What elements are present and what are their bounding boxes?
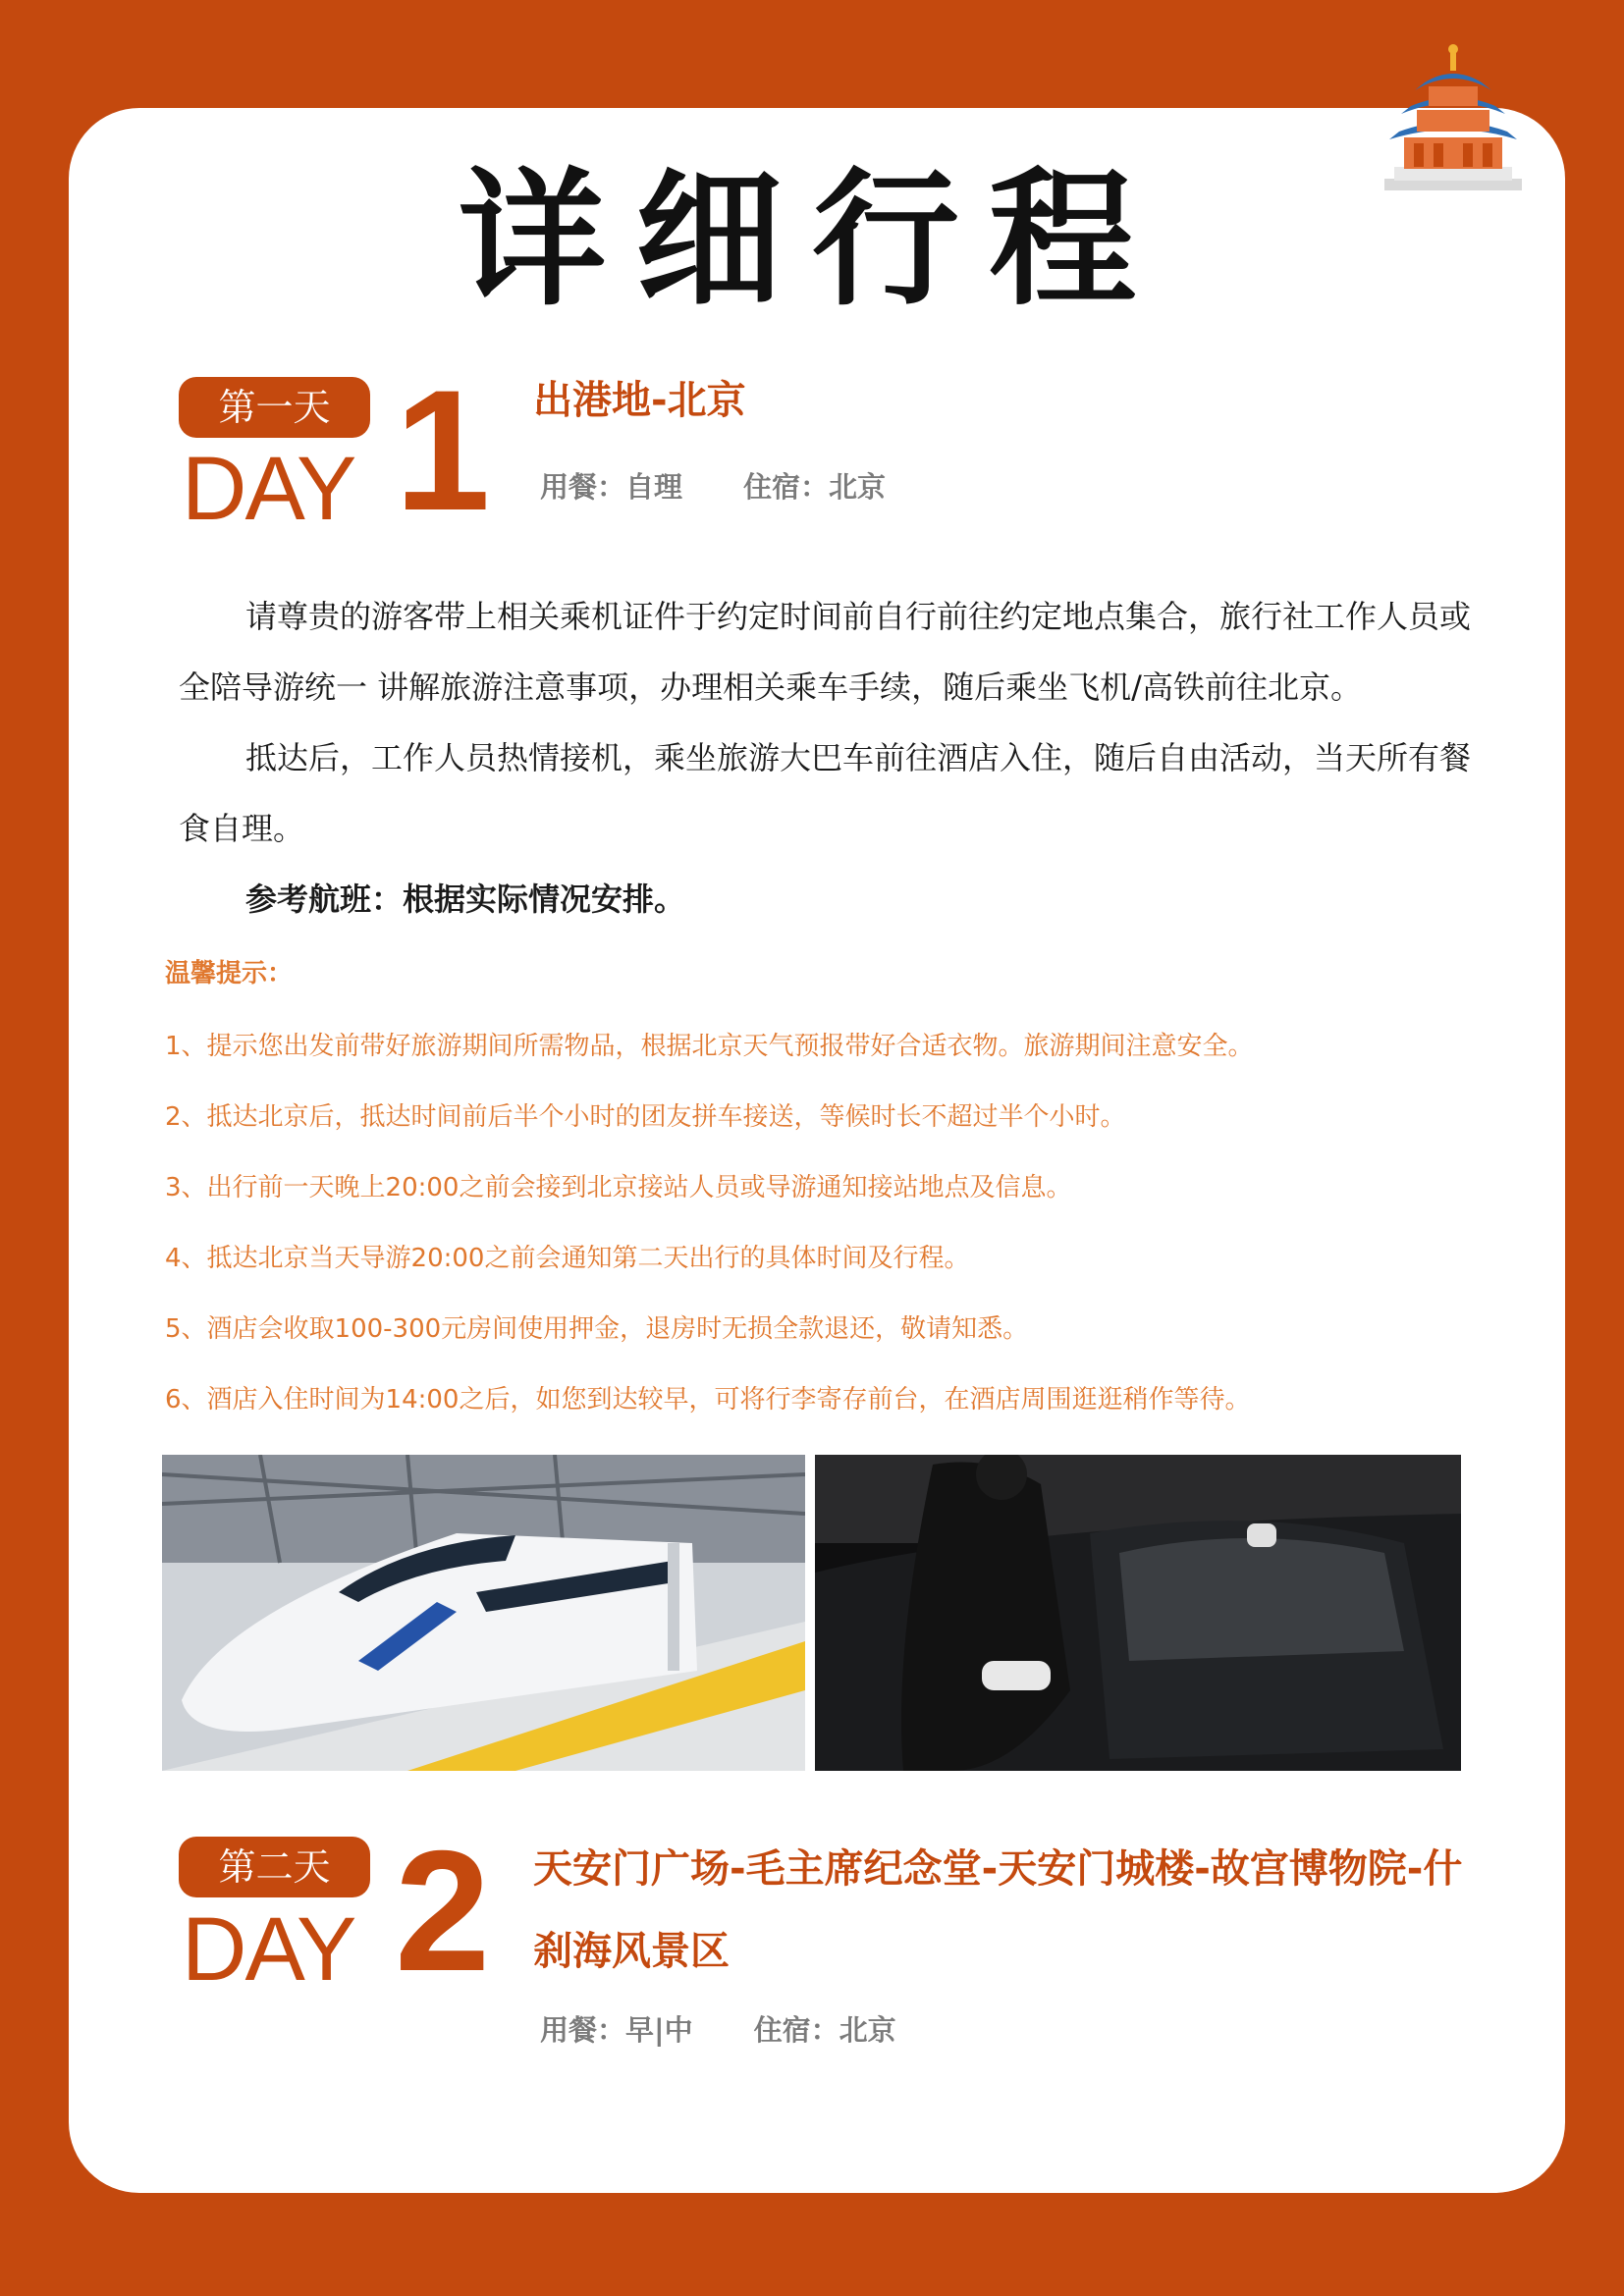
paragraph: 抵达后，工作人员热情接机，乘坐旅游大巴车前往酒店入住，随后自由活动，当天所有餐食自理。 — [179, 739, 1472, 847]
day1-badge: 第一天 — [179, 377, 370, 438]
chauffeur-car-photo — [815, 1455, 1461, 1771]
tips-section — [165, 954, 1500, 1451]
day1-heading: 出港地-北京 — [533, 378, 746, 423]
day2-number: 2 — [395, 1816, 491, 2007]
meal-label: 用餐： — [540, 470, 626, 504]
meal-value: 自理 — [625, 470, 683, 504]
stay-label: 住宿： — [753, 2013, 839, 2047]
day2-heading: 天安门广场-毛主席纪念堂-天安门城楼-故宫博物院-什刹海风景区 — [533, 1846, 1463, 1974]
tip-item: 4、抵达北京当天导游20:00之前会通知第二天出行的具体时间及行程。 — [165, 1244, 970, 1273]
day2-meta — [540, 2010, 896, 2050]
stay-value: 北京 — [839, 2013, 896, 2047]
stay-value: 北京 — [829, 470, 887, 504]
page-title: 详细行程 — [458, 155, 1165, 326]
tip-item: 6、酒店入住时间为14:00之后，如您到达较早，可将行李寄存前台，在酒店周围逛逛稍作等待。 — [165, 1385, 1251, 1415]
high-speed-train-photo — [162, 1455, 805, 1771]
day2-day-word: DAY — [182, 1899, 355, 2000]
day1-description — [179, 581, 1494, 934]
tip-item: 1、提示您出发前带好旅游期间所需物品，根据北京天气预报带好合适衣物。旅游期间注意安全。 — [165, 1032, 1254, 1061]
stay-label: 住宿： — [743, 470, 830, 504]
day1-number: 1 — [395, 355, 491, 547]
meal-label: 用餐： — [540, 2013, 626, 2047]
tips-title: 温馨提示： — [165, 959, 294, 988]
tip-item: 5、酒店会收取100-300元房间使用押金，退房时无损全款退还，敬请知悉。 — [165, 1314, 1029, 1344]
flight-note: 参考航班：根据实际情况安排。 — [245, 881, 686, 918]
paragraph: 请尊贵的游客带上相关乘机证件于约定时间前自行前往约定地点集合，旅行社工作人员或全陪导游统一 讲解旅游注意事项，办理相关乘车手续，随后乘坐飞机/高铁前往北京。 — [179, 598, 1472, 706]
day1-meta — [540, 467, 886, 507]
day1-day-word: DAY — [182, 439, 355, 539]
tip-item: 2、抵达北京后，抵达时间前后半个小时的团友拼车接送，等候时长不超过半个小时。 — [165, 1102, 1126, 1132]
day2-badge: 第二天 — [179, 1837, 370, 1897]
meal-value: 早|中 — [625, 2013, 693, 2047]
tip-item: 3、出行前一天晚上20:00之前会接到北京接站人员或导游通知接站地点及信息。 — [165, 1173, 1072, 1202]
